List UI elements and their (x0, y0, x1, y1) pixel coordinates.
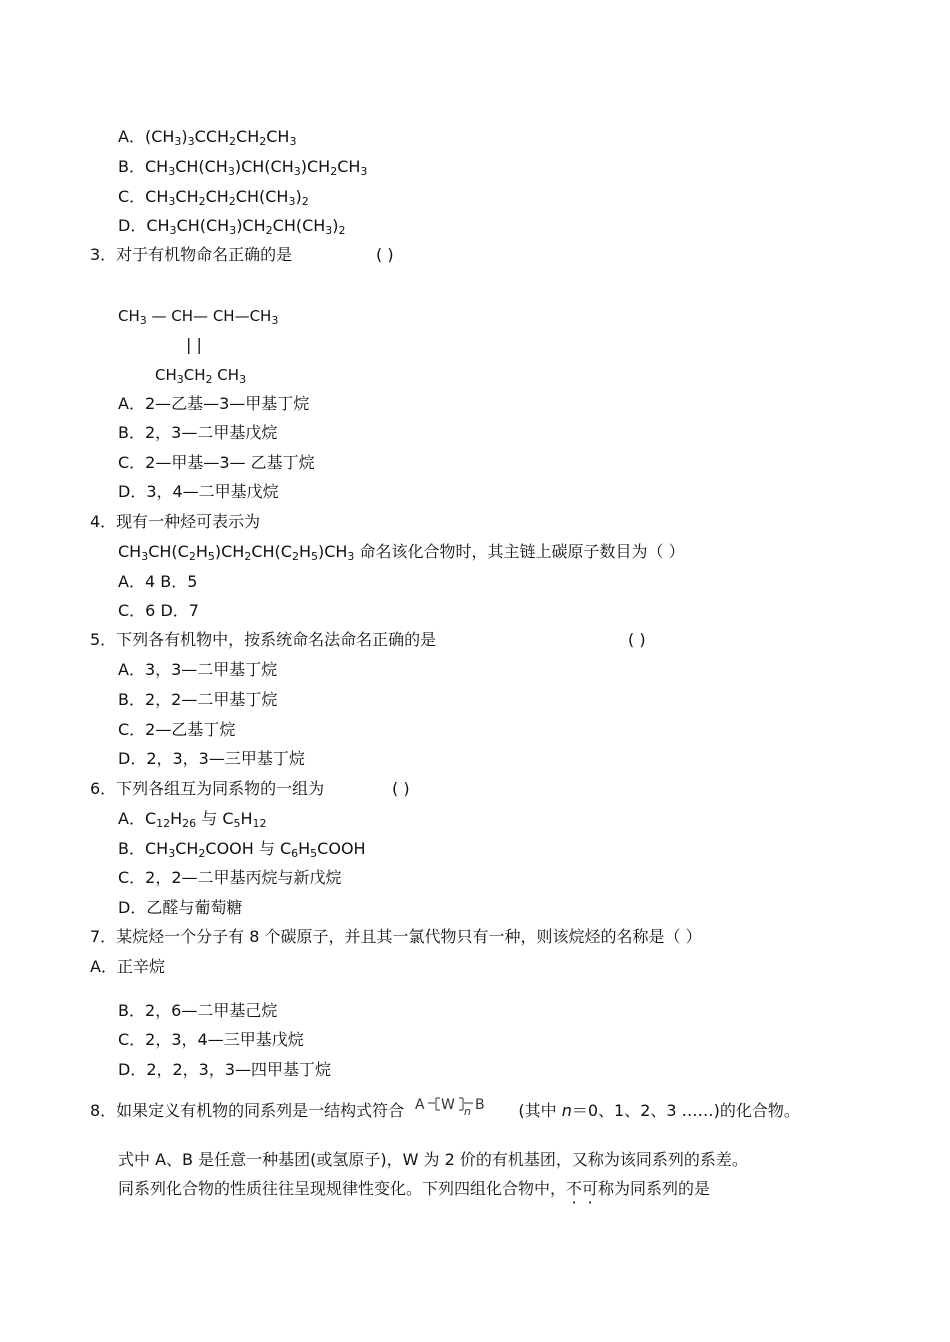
q8-stem (90, 1096, 800, 1124)
q7-stem: 7．某烷烃一个分子有 8 个碳原子，并且其一氯代物只有一种，则该烷烃的名称是（ ） (90, 927, 702, 946)
q3-structure-bonds: | | (186, 335, 202, 354)
series-formula-svg (415, 1096, 507, 1118)
q2-option-a: A．$(CH_3)_3CCH_2CH_2CH_3$ (118, 127, 297, 148)
q5-option-a: A．3，3—二甲基丁烷 (118, 660, 278, 679)
q8-line3 (118, 1178, 710, 1200)
q6-answer-paren: ( ) (392, 779, 410, 798)
q7-option-a: A．正辛烷 (90, 957, 165, 976)
formula-a: A (415, 1097, 425, 1113)
q5-option-d: D．2，3，3—三甲基丁烷 (118, 749, 305, 768)
q3-answer-paren: ( ) (376, 245, 394, 264)
q3-option-d: D．3，4—二甲基戊烷 (118, 482, 279, 501)
q6-stem: 6．下列各组互为同系物的一组为 (90, 779, 325, 798)
q8-stem-pre: 8．如果定义有机物的同系列是一结构式符合 (90, 1101, 405, 1120)
formula-b: B (475, 1097, 485, 1113)
q8-series-formula (415, 1096, 507, 1124)
q5-option-b: B．2，2—二甲基丁烷 (118, 690, 278, 709)
q8-stem-post: (其中 n＝0、1、2、3 ……)的化合物。 (518, 1101, 800, 1120)
q8-emphasis-ke: 可 (582, 1179, 599, 1198)
q3-structure-substituents: $CH_3CH_2$ $CH_3$ (155, 366, 247, 386)
q5-option-c: C．2—乙基丁烷 (118, 720, 236, 739)
q3-option-c: C．2—甲基—3— 乙基丁烷 (118, 453, 315, 472)
q2-option-d: D．$CH_3CH(CH_3)CH_2CH(CH_3)_2$ (118, 216, 346, 237)
formula-w: W (441, 1097, 456, 1113)
q7-option-c: C．2，3，4—三甲基戊烷 (118, 1030, 304, 1049)
q6-option-b: B．$CH_3CH_2COOH$ 与 $C_6H_5COOH$ (118, 839, 366, 860)
q8-line3-post: 称为同系列的是 (598, 1179, 711, 1198)
q7-option-b: B．2，6—二甲基己烷 (118, 1001, 278, 1020)
q8-emphasis-bu: 不 (566, 1179, 583, 1198)
q7-option-d: D．2，2，3，3—四甲基丁烷 (118, 1060, 332, 1079)
q5-answer-paren: ( ) (628, 630, 646, 649)
formula-n: n (464, 1105, 472, 1118)
q6-option-d: D．乙醛与葡萄糖 (118, 898, 243, 917)
q2-option-b: B．$CH_3CH(CH_3)CH(CH_3)CH_2CH_3$ (118, 157, 368, 178)
q5-stem: 5．下列各有机物中，按系统命名法命名正确的是 (90, 630, 437, 649)
q8-line2: 式中 A、B 是任意一种基团(或氢原子)，W 为 2 价的有机基团，又称为该同系列的系差。 (118, 1150, 748, 1169)
q4-formula: $CH_3CH(C_2H_5)CH_2CH(C_2H_5)CH_3$ 命名该化合物时，其主链上碳原子数目为（ ） (118, 542, 685, 563)
q6-option-a: A．$C_{12}H_{26}$ 与 $C_5H_{12}$ (118, 809, 267, 830)
q4-options-cd: C．6 D．7 (118, 601, 199, 620)
q4-stem: 4．现有一种烃可表示为 (90, 512, 261, 531)
q6-option-c: C．2，2—二甲基丙烷与新戊烷 (118, 868, 342, 887)
q3-option-a: A．2—乙基—3—甲基丁烷 (118, 394, 310, 413)
q8-line3-pre: 同系列化合物的性质往往呈现规律性变化。下列四组化合物中， (118, 1179, 567, 1198)
q2-option-c: C．$CH_3CH_2CH_2CH(CH_3)_2$ (118, 187, 309, 208)
q4-options-ab: A．4 B．5 (118, 572, 198, 591)
q3-structure-main-chain: $CH_3$ — CH— $CH—CH_3$ (118, 307, 279, 327)
q3-stem: 3．对于有机物命名正确的是 (90, 245, 293, 264)
q3-option-b: B．2，3—二甲基戊烷 (118, 423, 278, 442)
